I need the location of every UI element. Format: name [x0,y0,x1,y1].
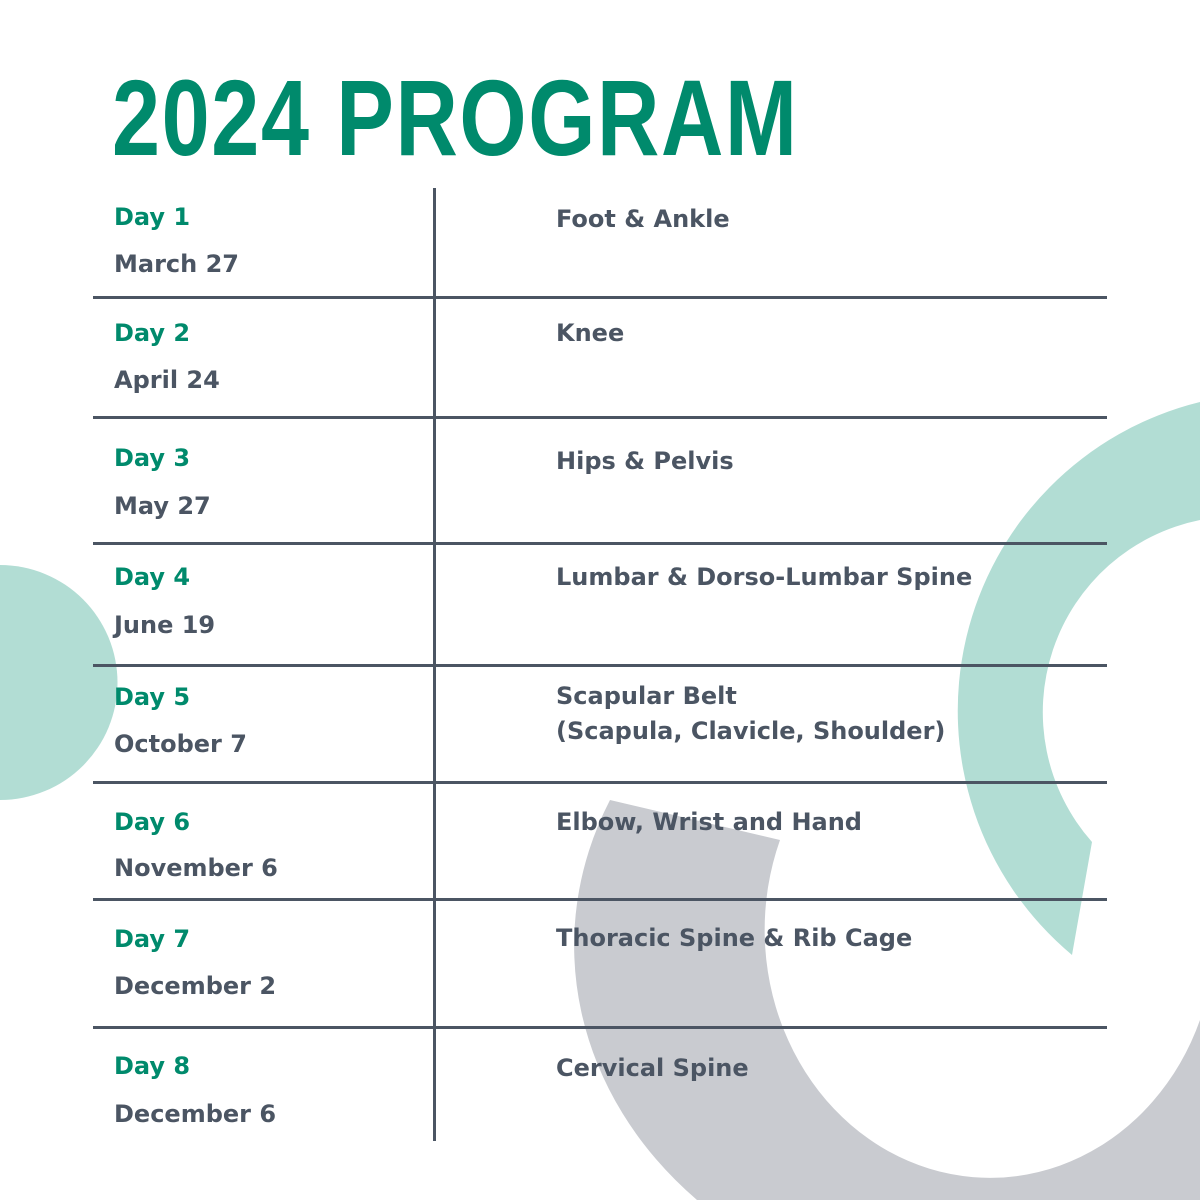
date-label: November 6 [114,854,278,882]
day-label: Day 3 [114,444,191,472]
topic-label: Hips & Pelvis [556,447,734,475]
day-label: Day 6 [114,808,191,836]
day-label: Day 8 [114,1052,191,1080]
topic-label-line-2: (Scapula, Clavicle, Shoulder) [556,717,946,745]
page-title: 2024 PROGRAM [112,57,799,178]
topic-label: Elbow, Wrist and Hand [556,808,862,836]
topic-label: Foot & Ankle [556,205,730,233]
topic-label: Thoracic Spine & Rib Cage [556,924,913,952]
topic-label: Knee [556,319,625,347]
row-divider [93,416,1107,419]
row-divider [93,781,1107,784]
day-label: Day 4 [114,563,191,591]
day-label: Day 5 [114,683,191,711]
row-divider [93,296,1107,299]
date-label: April 24 [114,366,220,394]
day-label: Day 2 [114,319,191,347]
day-label: Day 1 [114,203,191,231]
date-label: June 19 [114,611,216,639]
date-label: October 7 [114,730,247,758]
topic-label: Lumbar & Dorso-Lumbar Spine [556,563,973,591]
date-label: March 27 [114,250,239,278]
row-divider [93,664,1107,667]
row-divider [93,1026,1107,1029]
date-label: December 6 [114,1100,277,1128]
day-label: Day 7 [114,925,191,953]
date-label: December 2 [114,972,277,1000]
topic-label: Cervical Spine [556,1054,749,1082]
program-table [93,188,1107,1141]
row-divider [93,898,1107,901]
date-label: May 27 [114,492,211,520]
row-divider [93,542,1107,545]
topic-label: Scapular Belt [556,682,737,710]
